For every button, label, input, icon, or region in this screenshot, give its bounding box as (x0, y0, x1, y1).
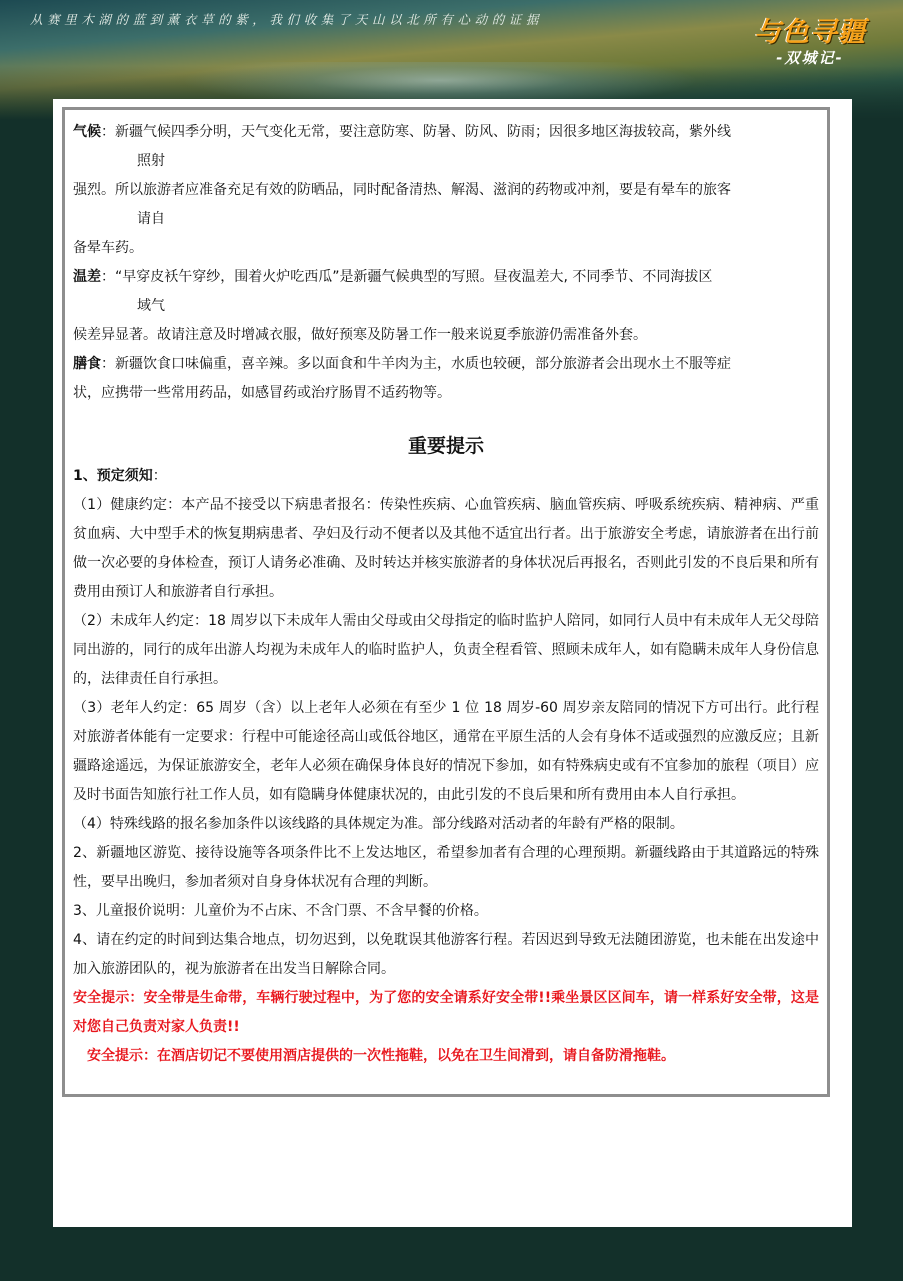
temp-diff-line1: ：“早穿皮袄午穿纱，围着火炉吃西瓜”是新疆气候典型的写照。昼夜温差大, 不同季节、不同海拔区 (101, 269, 713, 285)
important-notice-title: 重要提示 (407, 435, 484, 457)
booking-section (73, 462, 819, 491)
elder-terms: （3）老年人约定：65 周岁（含）以上老年人必须在有至少 1 位 18 周岁-60 周岁亲友陪同的情况下方可出行。此行程对旅游者体能有一定要求：行程中可能途径高山或低谷地区，通常在平原生活的人会有身体不适或强烈的应激反应；且新疆路途遥远，为保证旅游安全，老年人必须在确保身体良好的情况下参加，如有特殊病史或有不宜参加的旅程（项目）应及时书面告知旅行社工作人员，如有隐瞒身体健康状况的，由此引发的不良后果和所有费用由本人自行承担。 (73, 700, 819, 803)
safety-tip-slippers: 安全提示：在酒店切记不要使用酒店提供的一次性拖鞋，以免在卫生间滑到，请自备防滑拖鞋。 (87, 1048, 675, 1064)
climate-line3: 备晕车药。 (73, 240, 143, 256)
temp-diff-line2: 候差异显著。故请注意及时增减衣服，做好预寒及防暑工作一般来说夏季旅游仍需准备外套。 (73, 327, 647, 343)
climate-line2: 强烈。所以旅游者应准备充足有效的防晒品，同时配备清热、解渴、滋润的药物或冲剂，要是有晕车的旅客 (73, 182, 731, 198)
notice-item-4: 4、请在约定的时间到达集合地点，切勿迟到，以免耽误其他游客行程。若因迟到导致无法随团游览，也未能在出发途中加入旅游团队的，视为旅游者在出发当日解除合同。 (73, 932, 819, 977)
climate-label: 气候 (73, 124, 101, 140)
minor-terms: （2）未成年人约定：18 周岁以下未成年人需由父母或由父母指定的临时监护人陪同，如同行人员中有未成年人无父母陪同出游的，同行的成年出游人均视为未成年人的临时监护人，负责全程看管、照顾未成年人，如有隐瞒未成年人身份信息的，法律责任自行承担。 (73, 613, 819, 687)
temp-diff-label: 温差 (73, 269, 101, 285)
diet-line1: ：新疆饮食口味偏重，喜辛辣。多以面食和牛羊肉为主，水质也较硬，部分旅游者会出现水土不服等症 (101, 356, 731, 372)
temp-diff-paragraph (73, 263, 819, 292)
diet-line2: 状，应携带一些常用药品，如感冒药或治疗肠胃不适药物等。 (73, 385, 451, 401)
climate-paragraph (73, 118, 819, 147)
diet-paragraph (73, 350, 819, 379)
banner-slogan: 从赛里木湖的蓝到薰衣草的紫，我们收集了天山以北所有心动的证据 (30, 12, 544, 27)
booking-title: 1、预定须知 (73, 468, 153, 484)
document-content-box (62, 107, 830, 1097)
temp-diff-line1-wrap: 域气 (137, 298, 165, 314)
climate-line2-wrap: 请自 (137, 211, 165, 227)
diet-label: 膳食 (73, 356, 101, 372)
brand-logo-sub: -双城记- (776, 49, 844, 67)
booking-colon: ： (152, 468, 167, 484)
brand-logo-main: 与色寻疆 (754, 17, 866, 48)
safety-tip-seatbelt: 安全提示：安全带是生命带，车辆行驶过程中，为了您的安全请系好安全带!!乘坐景区区间车，请一样系好安全带，这是对您自己负责对家人负责!! (73, 990, 819, 1035)
notice-item-3: 3、儿童报价说明：儿童价为不占床、不含门票、不含早餐的价格。 (73, 903, 488, 919)
climate-line1: ：新疆气候四季分明，天气变化无常，要注意防寒、防暑、防风、防雨；因很多地区海拔较高，紫外线 (101, 124, 731, 140)
climate-line1-wrap: 照射 (137, 153, 165, 169)
special-route-terms: （4）特殊线路的报名参加条件以该线路的具体规定为准。部分线路对活动者的年龄有严格的限制。 (73, 816, 684, 832)
health-terms: （1）健康约定：本产品不接受以下病患者报名：传染性疾病、心血管疾病、脑血管疾病、呼吸系统疾病、精神病、严重贫血病、大中型手术的恢复期病患者、孕妇及行动不便者以及其他不适宜出行者。出于旅游安全考虑，请旅游者在出行前做一次必要的身体检查，预订人请务必准确、及时转达并核实旅游者的身体状况后再报名，否则此引发的不良后果和所有费用由预订人和旅游者自行承担。 (73, 497, 819, 600)
notice-item-2: 2、新疆地区游览、接待设施等各项条件比不上发达地区，希望参加者有合理的心理预期。新疆线路由于其道路远的特殊性，要早出晚归，参加者须对自身身体状况有合理的判断。 (73, 845, 819, 890)
brand-logo (745, 10, 875, 68)
